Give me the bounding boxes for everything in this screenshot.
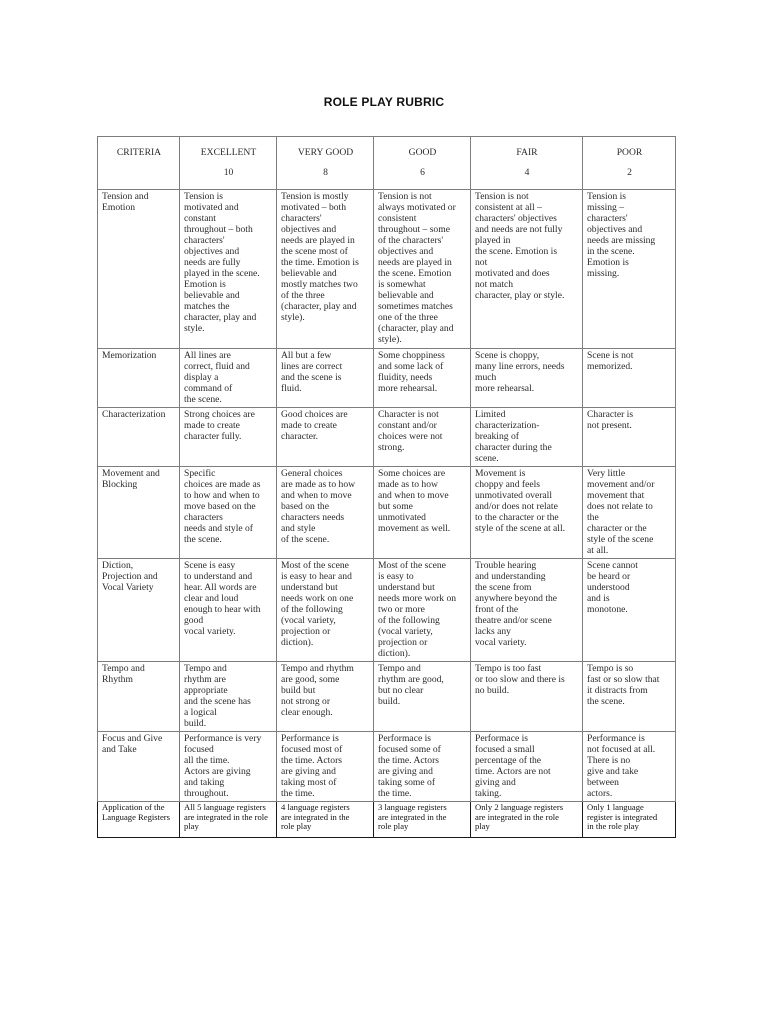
poor-cell: Tension is missing – characters' objectives and needs are missing in the scene. Emotion is missing. <box>583 190 676 349</box>
excellent-cell: Tempo and rhythm are appropriate and the scene has a logical build. <box>180 662 277 732</box>
row-characterization <box>98 408 676 467</box>
criteria-cell: Characterization <box>98 408 180 467</box>
good-cell: Tempo and rhythm are good, but no clear build. <box>374 662 471 732</box>
poor-cell: Performance is not focused at all. There is no give and take between actors. <box>583 732 676 802</box>
header-very-good-points: 8 <box>323 167 328 178</box>
header-fair-label: FAIR <box>516 147 538 158</box>
row-focus-and-give-and-take <box>98 732 676 802</box>
excellent-cell: Tension is motivated and constant throughout – both characters' objectives and needs are fully played in the scene. Emotion is believable and matches the character, play and style. <box>180 190 277 349</box>
fair-cell: Movement is choppy and feels unmotivated overall and/or does not relate to the character or the style of the scene at all. <box>471 467 583 559</box>
header-fair-points: 4 <box>524 167 530 178</box>
row-memorization <box>98 349 676 408</box>
fair-cell: Scene is choppy, many line errors, needs much more rehearsal. <box>471 349 583 408</box>
poor-cell: Tempo is so fast or so slow that it distracts from the scene. <box>583 662 676 732</box>
row-tempo-and-rhythm <box>98 662 676 732</box>
good-cell: Performace is focused some of the time. Actors are giving and taking some of the time. <box>374 732 471 802</box>
header-very-good-label: VERY GOOD <box>297 147 354 158</box>
page-title: ROLE PLAY RUBRIC <box>323 95 445 109</box>
excellent-cell: Scene is easy to understand and hear. All words are clear and loud enough to hear with good vocal variety. <box>180 559 277 662</box>
very-good-cell: General choices are made as to how and when to move based on the characters needs and style of the scene. <box>277 467 374 559</box>
poor-cell: Character is not present. <box>583 408 676 467</box>
very-good-cell: Most of the scene is easy to hear and understand but needs work on one of the following (vocal variety, projection or diction). <box>277 559 374 662</box>
poor-cell: Scene cannot be heard or understood and is monotone. <box>583 559 676 662</box>
good-cell: Character is not constant and/or choices were not strong. <box>374 408 471 467</box>
excellent-cell: Strong choices are made to create character fully. <box>180 408 277 467</box>
fair-cell: Performace is focused a small percentage of the time. Actors are not giving and taking. <box>471 732 583 802</box>
good-cell: Most of the scene is easy to understand but needs more work on two or more of the following (vocal variety, projection or diction). <box>374 559 471 662</box>
header-good <box>374 137 471 190</box>
poor-cell: Very little movement and/or movement that does not relate to the character or the style of the scene at all. <box>583 467 676 559</box>
good-cell: 3 language registers are integrated in the role play <box>374 802 471 838</box>
criteria-cell: Movement and Blocking <box>98 467 180 559</box>
header-poor <box>583 137 676 190</box>
header-poor-points: 2 <box>627 167 632 178</box>
rubric-table <box>97 136 676 838</box>
fair-cell: Tempo is too fast or too slow and there is no build. <box>471 662 583 732</box>
excellent-cell: All lines are correct, fluid and display a command of the scene. <box>180 349 277 408</box>
criteria-cell: Diction, Projection and Vocal Variety <box>98 559 180 662</box>
criteria-cell: Memorization <box>98 349 180 408</box>
header-good-label: GOOD <box>408 147 437 158</box>
criteria-cell: Tempo and Rhythm <box>98 662 180 732</box>
very-good-cell: Tempo and rhythm are good, some build but not strong or clear enough. <box>277 662 374 732</box>
very-good-cell: All but a few lines are correct and the scene is fluid. <box>277 349 374 408</box>
poor-cell: Only 1 language register is integrated in the role play <box>583 802 676 838</box>
row-application-of-language-registers <box>98 802 676 838</box>
good-cell: Some choices are made as to how and when to move but some unmotivated movement as well. <box>374 467 471 559</box>
fair-cell: Trouble hearing and understanding the scene from anywhere beyond the front of the theatre and/or scene lacks any vocal variety. <box>471 559 583 662</box>
criteria-cell: Tension and Emotion <box>98 190 180 349</box>
header-fair <box>471 137 583 190</box>
header-excellent-points: 10 <box>223 167 234 178</box>
excellent-cell: Specific choices are made as to how and when to move based on the characters needs and style of the scene. <box>180 467 277 559</box>
header-criteria-label: CRITERIA <box>116 147 162 158</box>
header-poor-label: POOR <box>616 147 643 158</box>
header-good-points: 6 <box>420 167 425 178</box>
good-cell: Some choppiness and some lack of fluidity, needs more rehearsal. <box>374 349 471 408</box>
criteria-cell: Application of the Language Registers <box>98 802 180 838</box>
excellent-cell: Performance is very focused all the time. Actors are giving and taking throughout. <box>180 732 277 802</box>
very-good-cell: Performance is focused most of the time. Actors are giving and taking most of the time. <box>277 732 374 802</box>
header-very-good <box>277 137 374 190</box>
row-diction-projection-vocal-variety <box>98 559 676 662</box>
row-movement-and-blocking <box>98 467 676 559</box>
fair-cell: Tension is not consistent at all – characters' objectives and needs are not fully played in the scene. Emotion is not motivated and does not match character, play or style. <box>471 190 583 349</box>
header-excellent-label: EXCELLENT <box>200 147 257 158</box>
criteria-cell: Focus and Give and Take <box>98 732 180 802</box>
header-row <box>98 137 676 190</box>
very-good-cell: Good choices are made to create character. <box>277 408 374 467</box>
poor-cell: Scene is not memorized. <box>583 349 676 408</box>
fair-cell: Only 2 language registers are integrated in the role play <box>471 802 583 838</box>
header-criteria <box>98 137 180 190</box>
very-good-cell: Tension is mostly motivated – both characters' objectives and needs are played in the scene most of the time. Emotion is believable and mostly matches two of the three (character, play and style). <box>277 190 374 349</box>
good-cell: Tension is not always motivated or consistent throughout – some of the characters' objectives and needs are played in the scene. Emotion is somewhat believable and sometimes matches one of the three (character, play and style). <box>374 190 471 349</box>
row-tension-and-emotion <box>98 190 676 349</box>
excellent-cell: All 5 language registers are integrated in the role play <box>180 802 277 838</box>
fair-cell: Limited characterization- breaking of character during the scene. <box>471 408 583 467</box>
very-good-cell: 4 language registers are integrated in the role play <box>277 802 374 838</box>
header-excellent <box>180 137 277 190</box>
